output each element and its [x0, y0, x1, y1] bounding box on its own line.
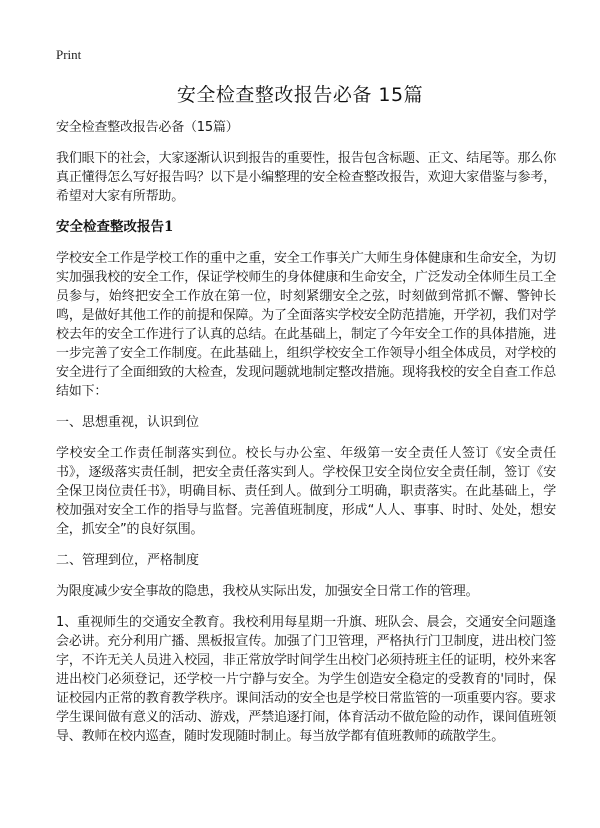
document-subtitle: 安全检查整改报告必备（15篇） [56, 120, 239, 135]
report-heading: 安全检查整改报告1 [56, 219, 174, 235]
document-body [56, 118, 556, 746]
body-paragraph-4: 1、重视师生的交通安全教育。我校利用每星期一升旗、班队会、晨会，交通安全问题逢会必讲。充分利用广播、黑板报宣传。加强了门卫管理，严格执行门卫制度，进出校门签字，不许无关人员进入校园，非正常放学时间学生出校门必须持班主任的证明，校外来客进出校门必须登记，还学校一片宁静与安全。为学生创造安全稳定的受教育的'同时，保证校园内正常的教育教学秩序。课间活动的安全也是学校日常监管的一项重要内容。要求学生课间做有意义的活动、游戏，严禁追逐打闹，体育活动不做危险的动作，课间值班领导、教师在校内巡查，随时发现随时制止。每当放学都有值班教师的疏散学生。 [56, 615, 556, 744]
body-paragraph-2: 学校安全工作责任制落实到位。校长与办公室、年级第一安全责任人签订《安全责任书》，逐级落实责任制，把安全责任落实到人。学校保卫安全岗位安全责任制，签订《安全保卫岗位责任书》，明确目标、责任到人。做到分工明确，职责落实。在此基础上，学校加强对安全工作的指导与监督。完善值班制度，形成“人人、事事、时时、处处，想安全，抓安全”的良好氛围。 [56, 446, 556, 537]
intro-paragraph: 我们眼下的社会，大家逐渐认识到报告的重要性，报告包含标题、正文、结尾等。那么你真正懂得怎么写好报告吗？以下是小编整理的安全检查整改报告，欢迎大家借鉴与参考，希望对大家有所帮助。 [56, 151, 556, 204]
body-paragraph-1: 学校安全工作是学校工作的重中之重，安全工作事关广大师生身体健康和生命安全，为切实加强我校的安全工作，保证学校师生的身体健康和生命安全，广泛发动全体师生员工全员参与，始终把安全工作放在第一位，时刻紧绷安全之弦，时刻做到常抓不懈、警钟长鸣，是做好其他工作的前提和保障。为了全面落实学校安全防范措施，开学初，我们对学校去年的安全工作进行了认真的总结。在此基础上，制定了今年安全工作的具体措施，进一步完善了安全工作制度。在此基础上，组织学校安全工作领导小组全体成员，对学校的安全进行了全面细致的大检查，发现问题就地制定整改措施。现将我校的安全自查工作总结如下： [56, 251, 556, 399]
body-paragraph-3: 为限度减少安全事故的隐患，我校从实际出发，加强安全日常工作的管理。 [56, 584, 479, 599]
document-title: 安全检查整改报告必备 15篇 [176, 84, 424, 106]
section-heading-1: 一、思想重视，认识到位 [56, 415, 200, 430]
print-link[interactable]: Print [56, 47, 82, 62]
section-heading-2: 二、管理到位，严格制度 [56, 553, 200, 568]
